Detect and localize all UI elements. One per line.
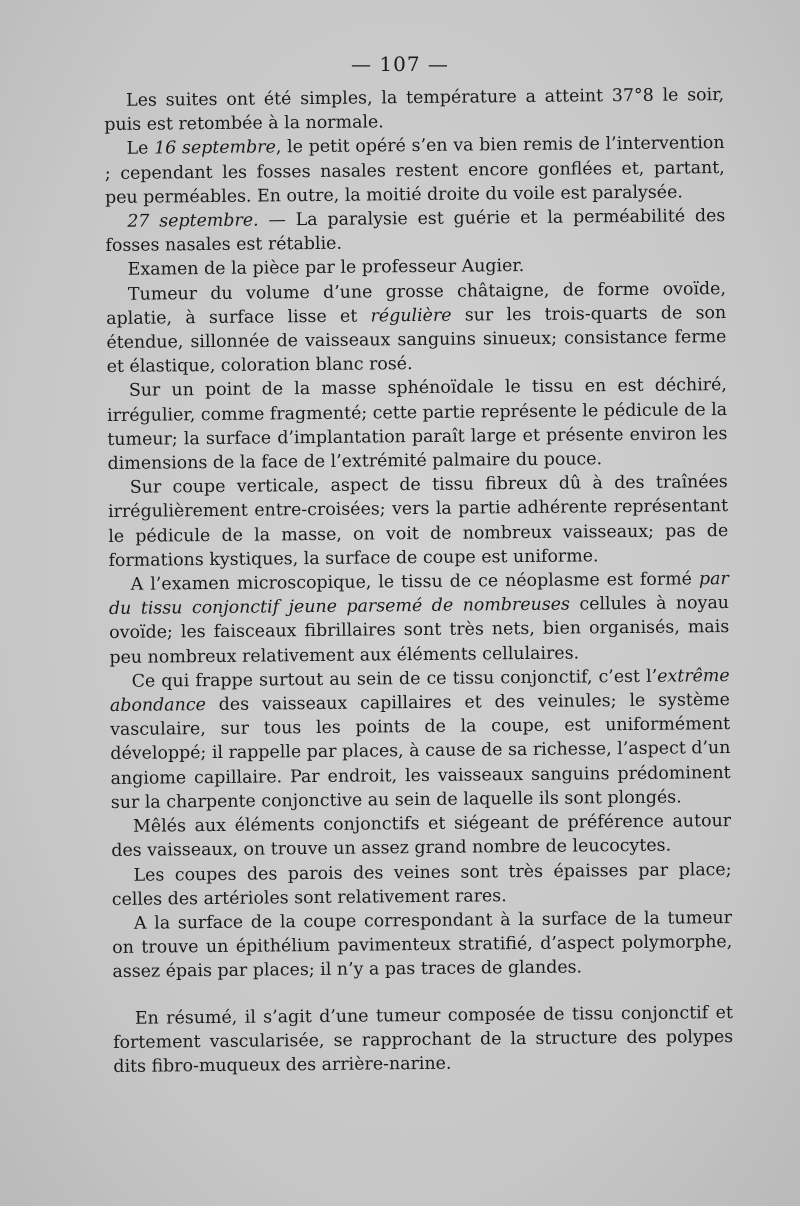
italic-text: extrême abondance [109, 665, 730, 717]
text-run: Ce qui frappe surtout au sein de ce tissu conjonctif, c’est l’ [131, 666, 658, 692]
italic-text: par du tissu conjonctif jeune parsemé de nombreuses [108, 569, 729, 620]
paragraph [104, 131, 725, 210]
text-run: cellules à noyau ovoïde; les faisceaux fibrillaires sont très nets, bien organisés, mais peu nombreux relativement aux éléments cellulaires. [109, 593, 730, 668]
paragraph [112, 906, 733, 985]
text-run: sur les trois-quarts de son étendue, sillonnée de vaisseaux sanguins sinueux; consistance ferme et élastique, coloration blanc rosé. [106, 302, 727, 378]
text-run: Le [126, 138, 155, 160]
paragraph [110, 664, 731, 815]
paragraph [108, 470, 729, 573]
paragraph [106, 277, 727, 380]
italic-text: 16 septembre [154, 137, 276, 159]
body-text [104, 83, 733, 1079]
italic-text: 27 septembre. [127, 210, 259, 232]
text-run: Sur coupe verticale, aspect de tissu fibreux dû à des traînées irrégulièrement entre-croisées; vers la partie adhérente représentant le pédicule de la masse, on voit de nombreux vaisseaux; pas de formations kystiques, la surface de coupe est uniforme. [107, 472, 729, 571]
paragraph [105, 204, 725, 258]
text-run: — La paralysie est guérie et la perméabilité des fosses nasales est rétablie. [105, 206, 726, 257]
paragraph [111, 858, 731, 912]
text-run: En résumé, il s’agit d’une tumeur composée de tissu conjonctif et fortement vascularisée, se rapprochant de la structure des polypes dits fibro-muqueux des arrière-narine. [113, 1002, 734, 1077]
page-number: — 107 — [351, 52, 449, 76]
text-run: Sur un point de la masse sphénoïdale le tissu en est déchiré, irrégulier, comme fragmenté; cette partie représente le pédicule de la tumeur; la surface d’implantation paraît large et présente environ les dimensions de la face de l’extrémité palmaire du pouce. [107, 375, 728, 475]
text-run: Les coupes des parois des veines sont très épaisses par place; celles des artérioles sont relativement rares. [111, 859, 732, 910]
text-run: Tumeur du volume d’une grosse châtaigne, de forme ovoïde, aplatie, à surface lisse et [106, 278, 727, 329]
text-run: A la surface de la coupe correspondant à la surface de la tumeur on trouve un épithélium pavimenteux stratifié, d’aspect polymorphe, assez épais par places; il n’y a pas traces de glandes. [112, 907, 733, 983]
text-run: Examen de la pièce par le professeur Augier. [127, 256, 525, 281]
paragraph [107, 373, 728, 476]
text-run: , le petit opéré s’en va bien remis de l’intervention ; cependant les fosses nasales restent encore gonflées et, partant, peu perméables. En outre, la moitié droite du voile est paralysée. [104, 133, 725, 208]
paragraph [104, 83, 724, 137]
text-run: A l’examen microscopique, le tissu de ce néoplasme est formé [130, 569, 700, 595]
paragraph [111, 809, 731, 863]
italic-text: régulière [370, 305, 452, 327]
paragraph [113, 1001, 734, 1080]
text-run: Les suites ont été simples, la température a atteint 37°8 le soir, puis est retombée à la normale. [104, 85, 725, 136]
text-run: Mêlés aux éléments conjonctifs et siégeant de préférence autour des vaisseaux, on trouve un assez grand nombre de leucocytes. [111, 811, 732, 862]
text-run: des vaisseaux capillaires et des veinules; le système vasculaire, sur tous les points de la coupe, est uniformément développé; il rappelle par places, à cause de sa richesse, l’aspect d’un angiome capillaire. Par endroit, les vaisseaux sanguins prédominent sur la charpente conjonctive au sein de laquelle ils sont plongés. [110, 690, 731, 813]
paragraph [109, 567, 730, 670]
